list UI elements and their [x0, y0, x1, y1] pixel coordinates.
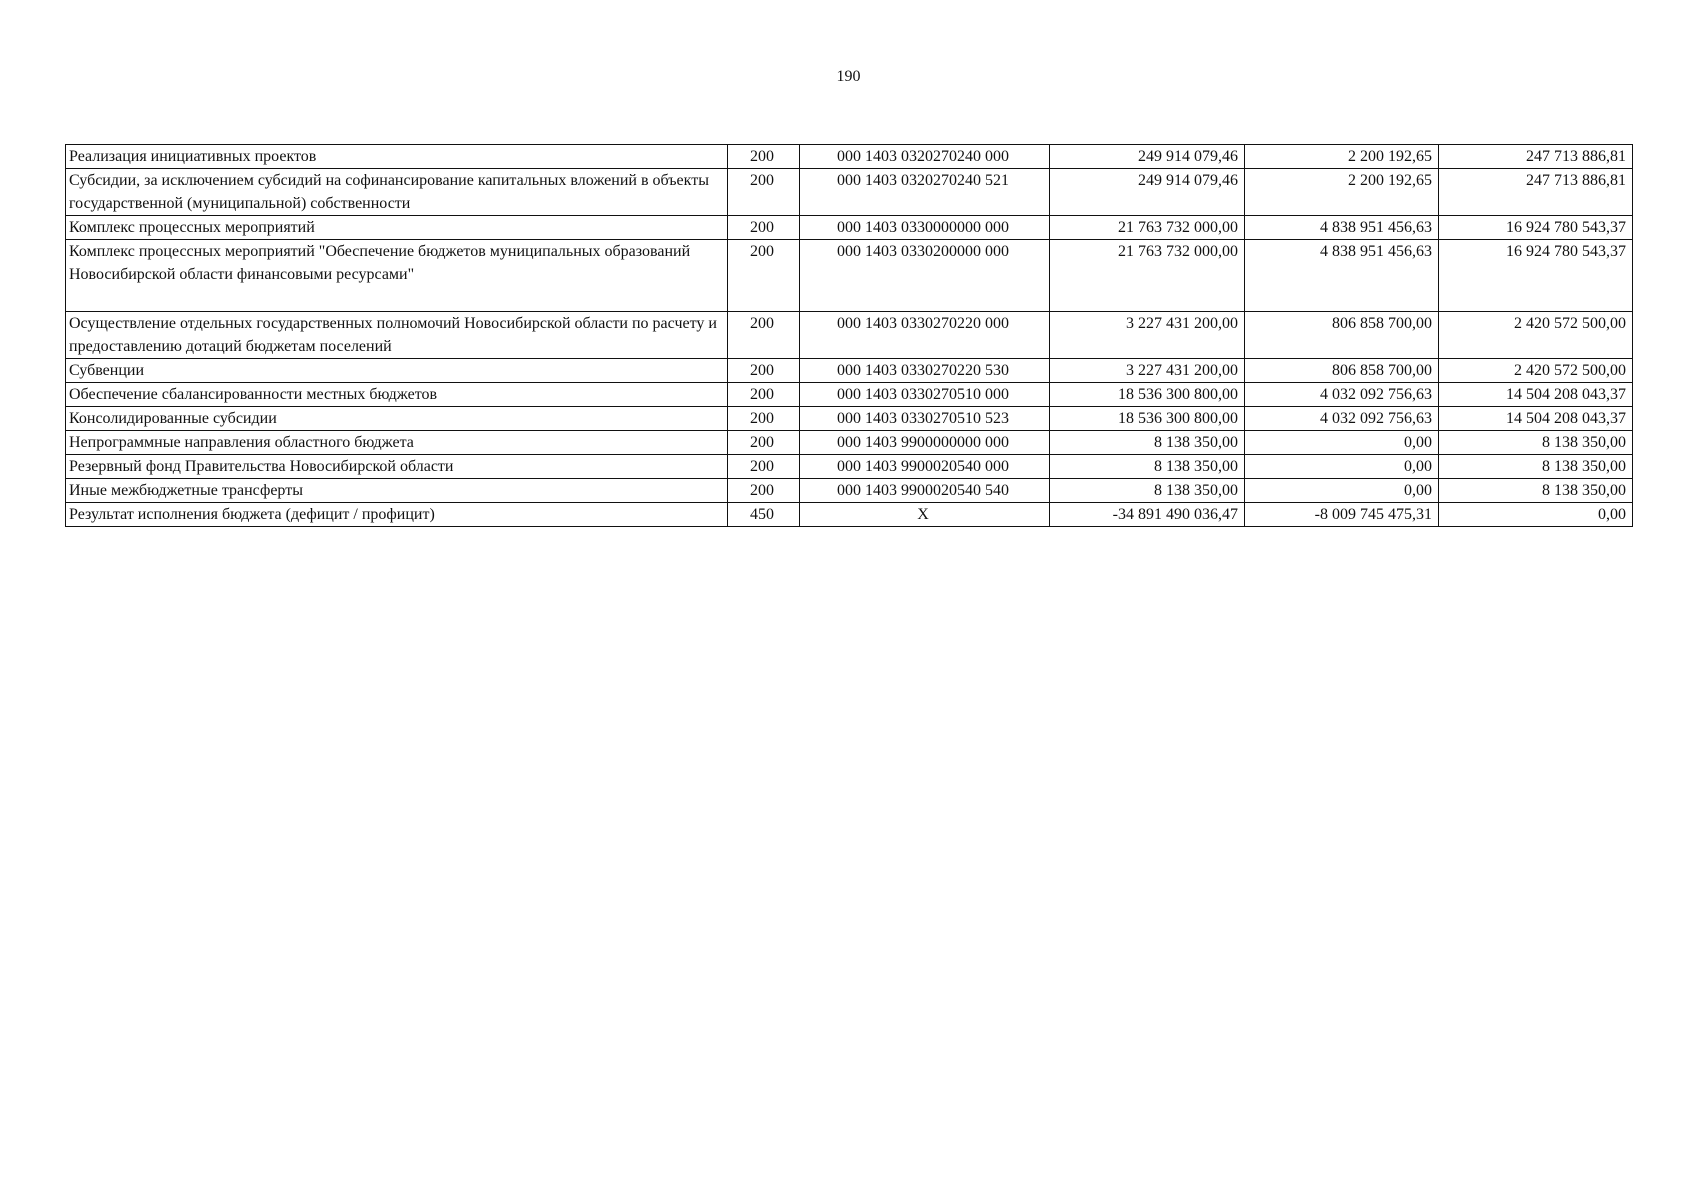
row-executed-cell: 0,00 — [1245, 479, 1439, 503]
row-name-cell: Осуществление отдельных государственных полномочий Новосибирской области по расчету и предоставлению дотаций бюджетам поселений — [66, 312, 728, 359]
row-executed-cell: 806 858 700,00 — [1245, 359, 1439, 383]
row-code-cell: 200 — [728, 479, 800, 503]
table-row — [66, 407, 1633, 431]
row-approved-cell: 8 138 350,00 — [1050, 455, 1245, 479]
page-number: 190 — [836, 68, 861, 85]
row-kbk-cell: 000 1403 0330270510 000 — [800, 383, 1050, 407]
table-row — [66, 240, 1633, 312]
row-unexecuted-cell: 8 138 350,00 — [1439, 479, 1633, 503]
row-kbk-cell: 000 1403 0330200000 000 — [800, 240, 1050, 312]
row-approved-cell: 21 763 732 000,00 — [1050, 240, 1245, 312]
row-kbk-cell: 000 1403 9900020540 000 — [800, 455, 1050, 479]
table-row — [66, 216, 1633, 240]
row-name-cell: Результат исполнения бюджета (дефицит / профицит) — [66, 503, 728, 527]
row-unexecuted-cell: 2 420 572 500,00 — [1439, 359, 1633, 383]
row-kbk-cell: 000 1403 9900020540 540 — [800, 479, 1050, 503]
row-kbk-cell: 000 1403 0330270220 530 — [800, 359, 1050, 383]
row-unexecuted-cell: 247 713 886,81 — [1439, 169, 1633, 216]
row-kbk-cell: 000 1403 0320270240 521 — [800, 169, 1050, 216]
row-name-cell: Комплекс процессных мероприятий — [66, 216, 728, 240]
row-approved-cell: 249 914 079,46 — [1050, 145, 1245, 169]
row-unexecuted-cell: 14 504 208 043,37 — [1439, 383, 1633, 407]
row-code-cell: 200 — [728, 431, 800, 455]
row-approved-cell: 8 138 350,00 — [1050, 431, 1245, 455]
row-name-cell: Непрограммные направления областного бюджета — [66, 431, 728, 455]
table-row — [66, 145, 1633, 169]
row-kbk-cell: 000 1403 0330000000 000 — [800, 216, 1050, 240]
row-unexecuted-cell: 2 420 572 500,00 — [1439, 312, 1633, 359]
row-code-cell: 200 — [728, 455, 800, 479]
table-row — [66, 169, 1633, 216]
row-code-cell: 200 — [728, 169, 800, 216]
row-executed-cell: -8 009 745 475,31 — [1245, 503, 1439, 527]
row-name-cell: Субвенции — [66, 359, 728, 383]
row-approved-cell: 249 914 079,46 — [1050, 169, 1245, 216]
row-kbk-cell: 000 1403 0330270220 000 — [800, 312, 1050, 359]
row-name-cell: Комплекс процессных мероприятий "Обеспечение бюджетов муниципальных образований Новосибирской области финансовыми ресурсами" — [66, 240, 728, 312]
row-code-cell: 200 — [728, 240, 800, 312]
table-row — [66, 479, 1633, 503]
row-code-cell: 200 — [728, 312, 800, 359]
row-approved-cell: 3 227 431 200,00 — [1050, 359, 1245, 383]
row-approved-cell: 3 227 431 200,00 — [1050, 312, 1245, 359]
row-name-cell: Субсидии, за исключением субсидий на софинансирование капитальных вложений в объекты государственной (муниципальной) собственности — [66, 169, 728, 216]
row-code-cell: 450 — [728, 503, 800, 527]
row-executed-cell: 2 200 192,65 — [1245, 169, 1439, 216]
row-executed-cell: 2 200 192,65 — [1245, 145, 1439, 169]
budget-execution-table — [65, 144, 1633, 527]
row-executed-cell: 4 838 951 456,63 — [1245, 216, 1439, 240]
row-name-cell: Обеспечение сбалансированности местных бюджетов — [66, 383, 728, 407]
row-code-cell: 200 — [728, 145, 800, 169]
row-name-cell: Иные межбюджетные трансферты — [66, 479, 728, 503]
row-approved-cell: 18 536 300 800,00 — [1050, 407, 1245, 431]
row-kbk-cell: 000 1403 0320270240 000 — [800, 145, 1050, 169]
table-row — [66, 503, 1633, 527]
row-unexecuted-cell: 8 138 350,00 — [1439, 455, 1633, 479]
row-executed-cell: 4 032 092 756,63 — [1245, 407, 1439, 431]
table-row — [66, 383, 1633, 407]
row-kbk-cell: 000 1403 9900000000 000 — [800, 431, 1050, 455]
row-executed-cell: 4 032 092 756,63 — [1245, 383, 1439, 407]
table-row — [66, 312, 1633, 359]
row-code-cell: 200 — [728, 359, 800, 383]
row-name-cell: Реализация инициативных проектов — [66, 145, 728, 169]
row-name-cell: Консолидированные субсидии — [66, 407, 728, 431]
table-row — [66, 431, 1633, 455]
row-executed-cell: 0,00 — [1245, 431, 1439, 455]
row-kbk-cell: X — [800, 503, 1050, 527]
row-kbk-cell: 000 1403 0330270510 523 — [800, 407, 1050, 431]
row-code-cell: 200 — [728, 383, 800, 407]
row-name-cell: Резервный фонд Правительства Новосибирской области — [66, 455, 728, 479]
row-approved-cell: 21 763 732 000,00 — [1050, 216, 1245, 240]
row-code-cell: 200 — [728, 216, 800, 240]
row-approved-cell: 18 536 300 800,00 — [1050, 383, 1245, 407]
row-unexecuted-cell: 14 504 208 043,37 — [1439, 407, 1633, 431]
row-unexecuted-cell: 16 924 780 543,37 — [1439, 240, 1633, 312]
row-unexecuted-cell: 16 924 780 543,37 — [1439, 216, 1633, 240]
row-approved-cell: 8 138 350,00 — [1050, 479, 1245, 503]
row-executed-cell: 806 858 700,00 — [1245, 312, 1439, 359]
row-executed-cell: 0,00 — [1245, 455, 1439, 479]
row-executed-cell: 4 838 951 456,63 — [1245, 240, 1439, 312]
row-approved-cell: -34 891 490 036,47 — [1050, 503, 1245, 527]
row-unexecuted-cell: 0,00 — [1439, 503, 1633, 527]
row-unexecuted-cell: 8 138 350,00 — [1439, 431, 1633, 455]
row-unexecuted-cell: 247 713 886,81 — [1439, 145, 1633, 169]
row-code-cell: 200 — [728, 407, 800, 431]
table-row — [66, 359, 1633, 383]
table-row — [66, 455, 1633, 479]
